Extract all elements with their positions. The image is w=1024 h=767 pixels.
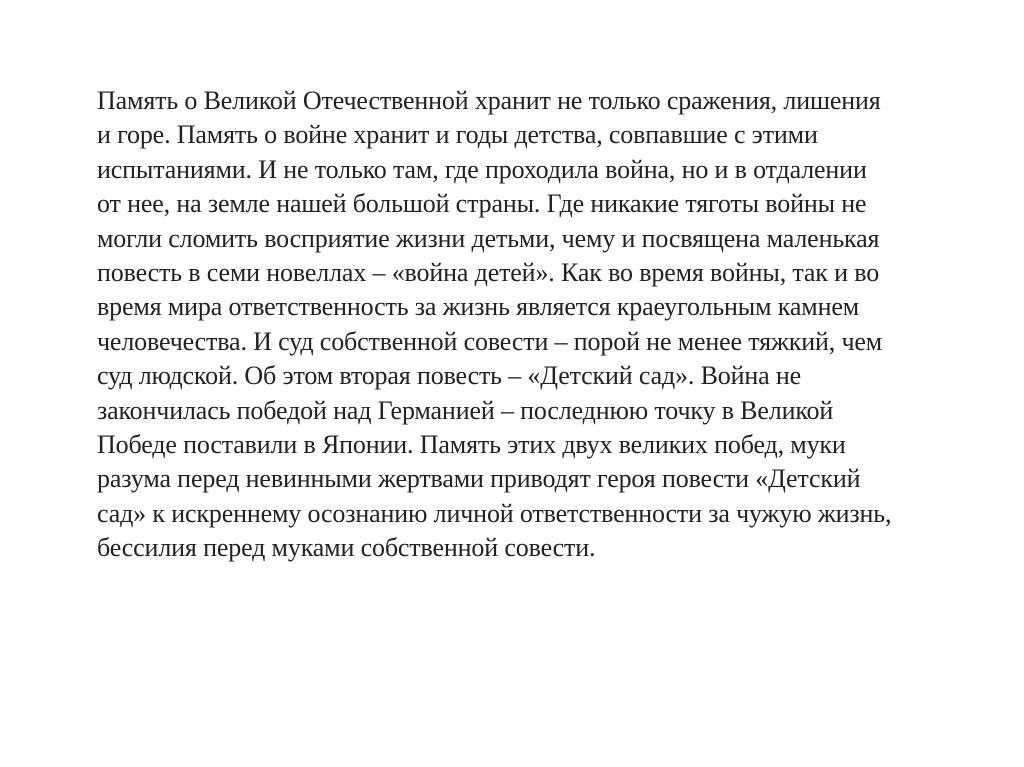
- paragraph-line-9: суд людской. Об этом вторая повесть – «Детский сад». Война не: [97, 361, 802, 391]
- paragraph-line-7: время мира ответственность за жизнь является краеугольным камнем: [97, 292, 860, 322]
- paragraph-line-2: и горе. Память о войне хранит и годы детства, совпавшие с этими: [97, 120, 818, 150]
- paragraph-line-4: от нее, на земле нашей большой страны. Где никакие тяготы войны не: [97, 189, 867, 219]
- paragraph-line-5: могли сломить восприятие жизни детьми, чему и посвящена маленькая: [97, 223, 880, 253]
- paragraph-line-10: закончилась победой над Германией – последнюю точку в Великой: [97, 395, 834, 425]
- body-paragraph: [97, 84, 997, 565]
- paragraph-line-8: человечества. И суд собственной совести – порой не менее тяжкий, чем: [97, 326, 883, 356]
- paragraph-line-6: повесть в семи новеллах – «война детей». Как во время войны, так и во: [97, 257, 880, 287]
- paragraph-line-1: Память о Великой Отечественной хранит не только сражения, лишения: [97, 86, 881, 115]
- paragraph-line-14: бессилия перед муками собственной совести.: [97, 533, 596, 563]
- paragraph-line-13: сад» к искреннему осознанию личной ответственности за чужую жизнь,: [97, 498, 892, 528]
- paragraph-line-12: разума перед невинными жертвами приводят героя повести «Детский: [97, 464, 861, 494]
- paragraph-line-11: Победе поставили в Японии. Память этих двух великих побед, муки: [97, 429, 846, 459]
- paragraph-line-3: испытаниями. И не только там, где проходила война, но и в отдалении: [97, 154, 867, 184]
